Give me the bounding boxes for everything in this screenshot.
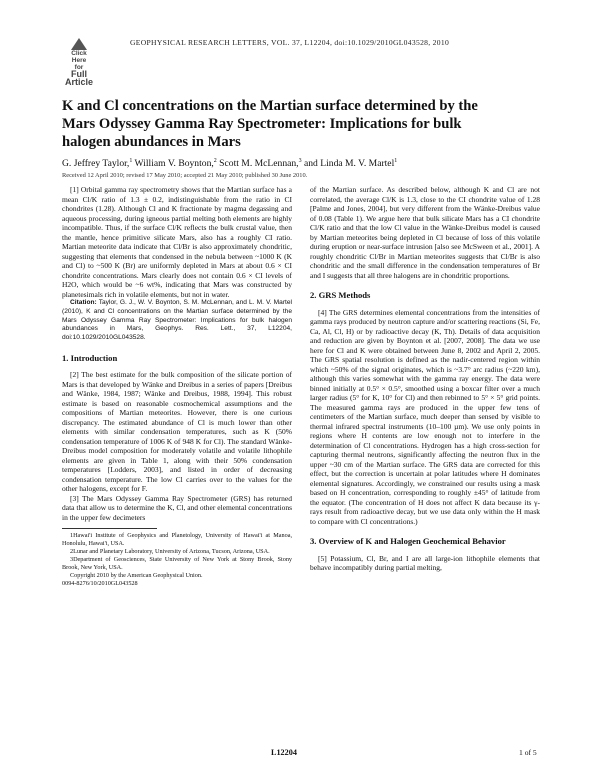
footnote-2: 2Lunar and Planetary Laboratory, University of Arizona, Tucson, Arizona, USA. [70,548,270,556]
copyright-line: Copyright 2010 by the American Geophysical Union. [70,572,203,580]
footnote-3: 3Department of Geosciences, State University of New York at Stony Brook, Stony Brook, New York, USA. [62,556,292,572]
author-3: Scott M. McLennan, [216,158,299,170]
article-id-footer: L12204 [271,748,297,757]
author-3-affil: 3 [298,158,302,164]
intro-paragraph-2: [2] The best estimate for the bulk composition of the silicate portion of Mars is that developed by Wänke and Dreibus in a series of papers [Dreibus and Wänke, 1984, 1987; Wänke and Dreibus, 1988, 1994]. This robust estimate is based on reasonable cosmochemical assumptions and the compositions of Martian meteorites. However, there is one curious discrepancy. The estimated abundance of Cl is much lower than other elements with similar condensation temperatures, such as K (50% condensation temperature of 1006 K of 948 K for Cl). The standard Wänke-Dreibus model composition for moderately volatile and volatile lithophile elements are given in Table 1, along with their 50% condensation temperatures [Lodders, 2003], and listed in order of decreasing condensation temperature. The low Cl carries over to the values for the other halogens, except for F. [62,370,292,494]
abstract-paragraph: [1] Orbital gamma ray spectrometry shows that the Martian surface has a mean Cl/K ratio of 1.3 ± 0.2, indistinguishable from the ratio in CI chondrites (1.28). Although Cl and K fractionate by magma degassing and aqueous processing, during igneous partial melting both elements are highly incompatible. Thus, if the surface Cl/K reflects the bulk crustal value, then the mantle, hence primitive silicate Mars, also has a roughly CI ratio. Martian meteorite data indicate that Cl/Br is also approximately chondritic, suggesting that elements that condensed in the nebula between ~1000 K (K and Cl) to ~500 K (Br) are uniformly depleted in Mars at about 0.6 × CI chondrite concentrations. Mars clearly does not contain 0.6 × CI levels of H2O, which would be ~6 wt%, indicating that Mars was constructed by planetesimals rich in volatile elements, but not in water. [62,185,292,299]
overview-paragraph-5: [5] Potassium, Cl, Br, and I are all large-ion lithophile elements that behave incompatibly during partial melting, [310,553,540,572]
intro-paragraph-3: [3] The Mars Odyssey Gamma Ray Spectrometer (GRS) has returned data that allow us to determine the K, Cl, and other elemental concentrations in the upper few decimeters [62,493,292,522]
right-column [310,185,540,573]
methods-paragraph-4: [4] The GRS determines elemental concentrations from the intensities of gamma rays produced by neutron capture and/or scattering reactions (Si, Fe, Ca, Al, Cl, H) or by radioactive decay (K, Th). Details of data acquisition and reduction are given by Boynton et al. [2007, 2008]. The data we use here for Cl and K were obtained between June 8, 2002 and April 2, 2005. The GRS spatial resolution is defined as the nadir-centered region within which ~50% of the signal originates, which is ~3.7° arc radius (~220 km), although this varies somewhat with the gamma ray energy. The data were binned initially at 0.5° × 0.5°, smoothed using a boxcar filter over a much larger radius (5° for K, 10° for Cl) and then rebinned to 5° × 5° grid points. The measured gamma rays are produced in the upper few tens of centimeters of the Martian surface, much deeper than sensed by visible to thermal infrared spectral instruments (10–100 µm). We use only points in regions where H contents are low enough not to interfere in the determination of Cl concentrations. Hydrogen has a high cross-section for capturing thermal neutrons, significantly affecting the neutron flux in the upper ~30 cm of the Martian surface. The GRS data are corrected for this effect, but the correction is uncertain at polar latitudes where H dominates elemental signatures. Accordingly, we constrained our results using a mask based on H concentration, corresponding to roughly ±45° of latitude from the equator. (The concentration of H does not affect K data because its γ-rays result from radioactive decay, but we use data only within the H mask to compare with Cl concentrations.) [310,307,540,526]
page-number: 1 of 5 [519,748,537,757]
citation-label: Citation: [70,299,97,306]
citation-block [62,299,292,343]
section-grs-methods-heading: 2. GRS Methods [310,290,371,300]
badge-line4: Full [71,69,87,79]
badge-line1: Click [71,50,87,57]
left-column [62,185,292,588]
author-4: and Linda M. V. Martel [301,158,395,170]
author-1: G. Jeffrey Taylor, [62,158,130,170]
footnote-1: 1Hawai'i Institute of Geophysics and Planetology, University of Hawai'i at Manoa, Honolulu, Hawai'i, USA. [62,532,292,548]
author-1-affil: 1 [129,158,133,164]
author-2-affil: 2 [213,158,217,164]
section-introduction-heading: 1. Introduction [62,352,118,363]
citation-text: Taylor, G. J., W. V. Boynton, S. M. McLennan, and L. M. V. Martel (2010), K and Cl concentrations on the Martian surface determined by the Mars Odyssey Gamma Ray Spectrometer: Implications for bulk halogen abundances in Mars, Geophys. Res. Lett., 37, L12204, doi:10.1029/2010GL043528. [62,299,292,342]
section-overview-heading: 3. Overview of K and Halogen Geochemical Behavior [310,536,506,546]
full-article-badge[interactable] [62,38,96,87]
badge-line3: for [74,64,84,71]
issn-line: 0094-8276/10/2010GL043528 [62,580,138,588]
journal-header: GEOPHYSICAL RESEARCH LETTERS, VOL. 37, L12204, doi:10.1029/2010GL043528, 2010 [130,38,450,47]
author-list [62,155,542,170]
badge-line2: Here [71,57,87,64]
cursor-arrow-icon [71,38,87,50]
paper-title: K and Cl concentrations on the Martian surface determined by the Mars Odyssey Gamma Ray Spectrometer: Implications for bulk halogen abundances in Mars [62,98,478,150]
intro-paragraph-3-continued: of the Martian surface. As described below, although K and Cl are not correlated, the average Cl/K is 1.3, close to the CI chondrite value of 1.28 [Palme and Jones, 2004], but very different from the Wänke-Dreibus value of 0.08 (Table 1). We argue here that bulk silicate Mars has a CI chondrite Cl/K ratio and that the low Cl value in the Wänke-Dreibus model is caused by Martian meteorites being depleted in Cl because of loss of this volatile during eruption or near-surface intrusion [also see McSween et al., 2001]. A roughly chondritic Cl/Br in Martian meteorites suggests that Cl/Br is also chondritic and the small difference in the condensation temperatures of Br and I suggests that all three halogens are in chondritic proportions. [310,185,540,280]
received-dates: Received 12 April 2010; revised 17 May 2010; accepted 21 May 2010; published 30 June 2010. [62,172,308,179]
footnote-rule [62,528,157,529]
author-4-affil: 1 [394,158,398,164]
badge-line5: Article [64,77,93,87]
author-2: William V. Boynton, [132,158,214,170]
